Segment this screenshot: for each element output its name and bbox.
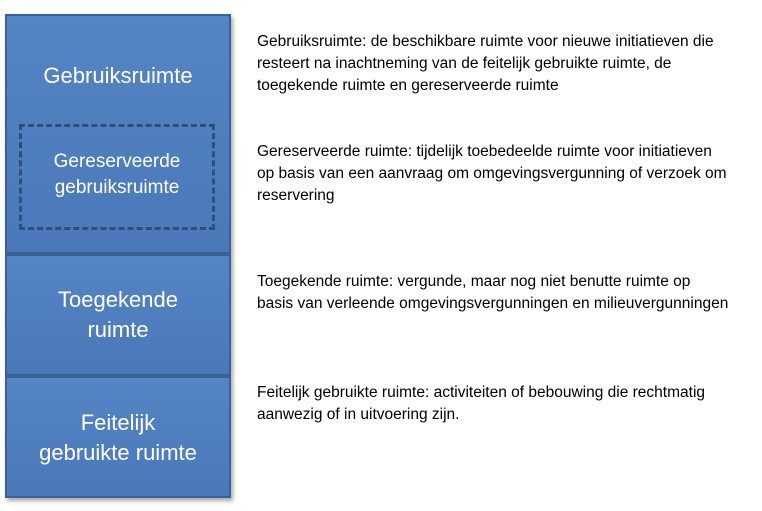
description-line: Toegekende ruimte: vergunde, maar nog niet benutte ruimte op [257,273,691,290]
description-line: toegekende ruimte en gereserveerde ruimte [257,77,559,94]
block-gereserveerde-gebruiksruimte [19,124,215,230]
description-gebruiksruimte [257,31,757,97]
description-line: Gebruiksruimte: de beschikbare ruimte voor nieuwe initiatieven die [257,33,714,50]
block-feitelijk-label [7,408,229,468]
description-line: Feitelijk gebruikte ruimte: activiteiten of bebouwing die rechtmatig [257,384,706,401]
block-toegekende-label-line1: Toegekende [58,287,178,312]
description-gereserveerde-ruimte [257,141,757,207]
description-line: basis van verleende omgevingsvergunningen en milieuvergunningen [257,295,729,312]
block-gereserveerde-label-line1: Gereserveerde [53,151,181,172]
block-gereserveerde-label-line2: gebruiksruimte [54,177,180,198]
block-feitelijk-label-line2: gebruikte ruimte [39,440,197,465]
block-toegekende-ruimte [5,254,231,376]
description-line: aanwezig of in uitvoering zijn. [257,406,460,423]
description-line: resteert na inachtneming van de feitelijk gebruikte ruimte, de [257,55,672,72]
description-toegekende-ruimte [257,271,757,315]
description-feitelijk-gebruikte-ruimte [257,382,757,426]
block-gereserveerde-label [22,149,212,201]
block-feitelijk-label-line1: Feitelijk [80,410,156,435]
description-line: Gereserveerde ruimte: tijdelijk toebedeelde ruimte voor initiatieven [257,143,712,160]
block-toegekende-label-line2: ruimte [87,317,149,342]
description-line: op basis van een aanvraag om omgevingsvergunning of verzoek om [257,165,727,182]
description-line: reservering [257,187,335,204]
block-gebruiksruimte [5,14,231,254]
block-toegekende-label [7,285,229,345]
block-gebruiksruimte-label: Gebruiksruimte [43,63,193,88]
block-feitelijk-gebruikte-ruimte [5,376,231,498]
